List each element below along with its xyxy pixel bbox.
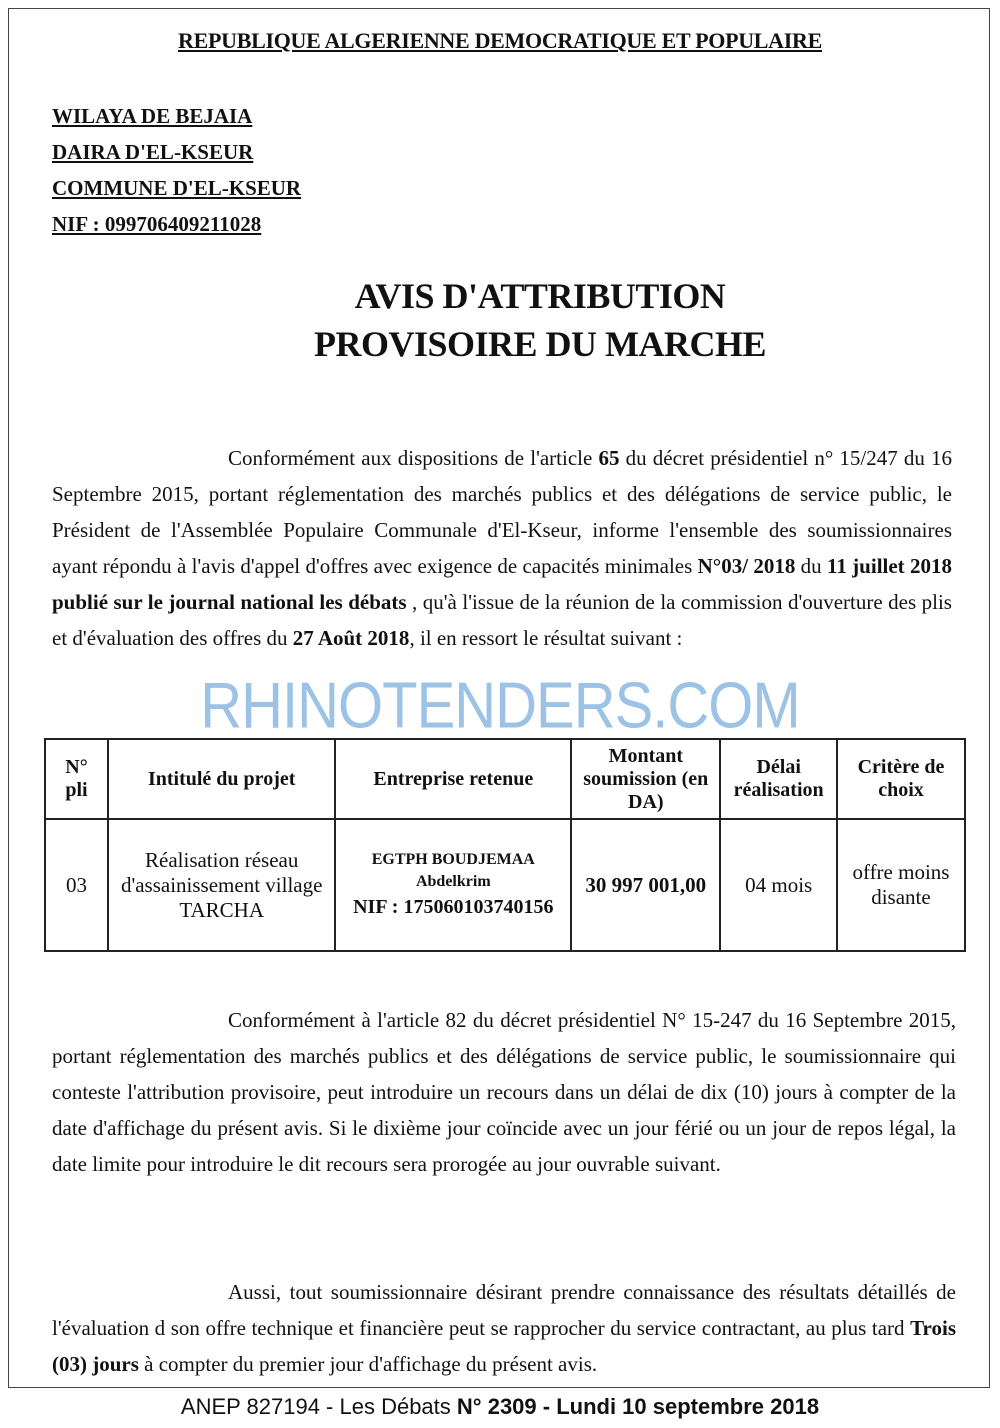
title-line-1: AVIS D'ATTRIBUTION — [354, 276, 726, 316]
title-line-2: PROVISOIRE DU MARCHE — [313, 324, 767, 364]
nif-line: NIF : 099706409211028 — [52, 212, 262, 236]
evaluation-date: 27 Août 2018 — [292, 626, 410, 650]
header-entreprise: Entreprise retenue — [335, 739, 571, 819]
administration-block — [52, 98, 301, 242]
header-montant: Montant soumission (en DA) — [571, 739, 720, 819]
footer-issue: N° 2309 - Lundi 10 septembre 2018 — [456, 1394, 820, 1419]
recours-paragraph: Conformément à l'article 82 du décret présidentiel N° 15-247 du 16 Septembre 2015, portant réglementation des marchés publics et des délégations de service public, le soumissionnaire qui conteste l'attribution provisoire, peut introduire un recours dans un délai de dix (10) jours à compter de la date d'affichage du présent avis. Si le dixième jour coïncide avec un jour férié ou un jour de repos légal, la date limite pour introduire le dit recours sera prorogée au jour ouvrable suivant. — [52, 1008, 956, 1176]
header-delai: Délai réalisation — [720, 739, 837, 819]
cell-entreprise — [335, 819, 571, 951]
daira-line: DAIRA D'EL-KSEUR — [52, 140, 254, 164]
intro-paragraph: Conformément aux dispositions de l'article 65 du décret présidentiel n° 15/247 du 16 Septembre 2015, portant réglementation des marchés publics et des délégations de service public, le Président de l'Assemblée Populaire Communale d'El-Kseur, informe l'ensemble des soumissionnaires ayant répondu à l'avis d'appel d'offres avec exigence de capacités minimales N°03/ 2018 du 11 juillet 2018 publié sur le journal national les débats , qu'à l'issue de la réunion de la commission d'ouverture des plis et d'évaluation des offres du 27 Août 2018, il en ressort le résultat suivant : — [52, 446, 952, 650]
cell-projet: Réalisation réseau d'assainissement village TARCHA — [108, 819, 335, 951]
tender-reference: N°03/ 2018 — [697, 554, 796, 578]
footer-source: ANEP 827194 - Les Débats — [180, 1394, 457, 1419]
header-no-pli: N° pli — [45, 739, 108, 819]
delay-period: Trois (03) jours — [52, 1316, 956, 1376]
wilaya-line: WILAYA DE BEJAIA — [52, 104, 253, 128]
watermark: RHINOTENDERS.COM — [200, 669, 800, 742]
cell-no-pli: 03 — [45, 819, 108, 951]
company-name: EGTPH BOUDJEMAA Abdelkrim — [371, 851, 535, 890]
notice-title — [0, 272, 1000, 368]
cell-delai: 04 mois — [720, 819, 837, 951]
tender-date: 11 juillet 2018 — [827, 554, 952, 578]
republic-heading: REPUBLIQUE ALGERIENNE DEMOCRATIQUE ET POPULAIRE — [178, 28, 822, 53]
table-row — [45, 819, 965, 951]
table-header-row — [45, 739, 965, 819]
cell-montant: 30 997 001,00 — [571, 819, 720, 951]
article-number: 65 — [598, 446, 620, 470]
award-table — [44, 738, 966, 952]
resultats-paragraph: Aussi, tout soumissionnaire désirant prendre connaissance des résultats détaillés de l'évaluation d son offre technique et financière peut se rapprocher du service contractant, au plus tard Trois (03) jours à compter du premier jour d'affichage du présent avis. — [52, 1280, 956, 1376]
commune-line: COMMUNE D'EL-KSEUR — [52, 176, 302, 200]
header-projet: Intitulé du projet — [108, 739, 335, 819]
header-critere: Critère de choix — [837, 739, 965, 819]
cell-critere: offre moins disante — [837, 819, 965, 951]
company-nif: NIF : 175060103740156 — [353, 896, 554, 918]
journal-name: publié sur le journal national les débats — [52, 590, 407, 614]
publication-footer — [0, 1394, 1000, 1420]
